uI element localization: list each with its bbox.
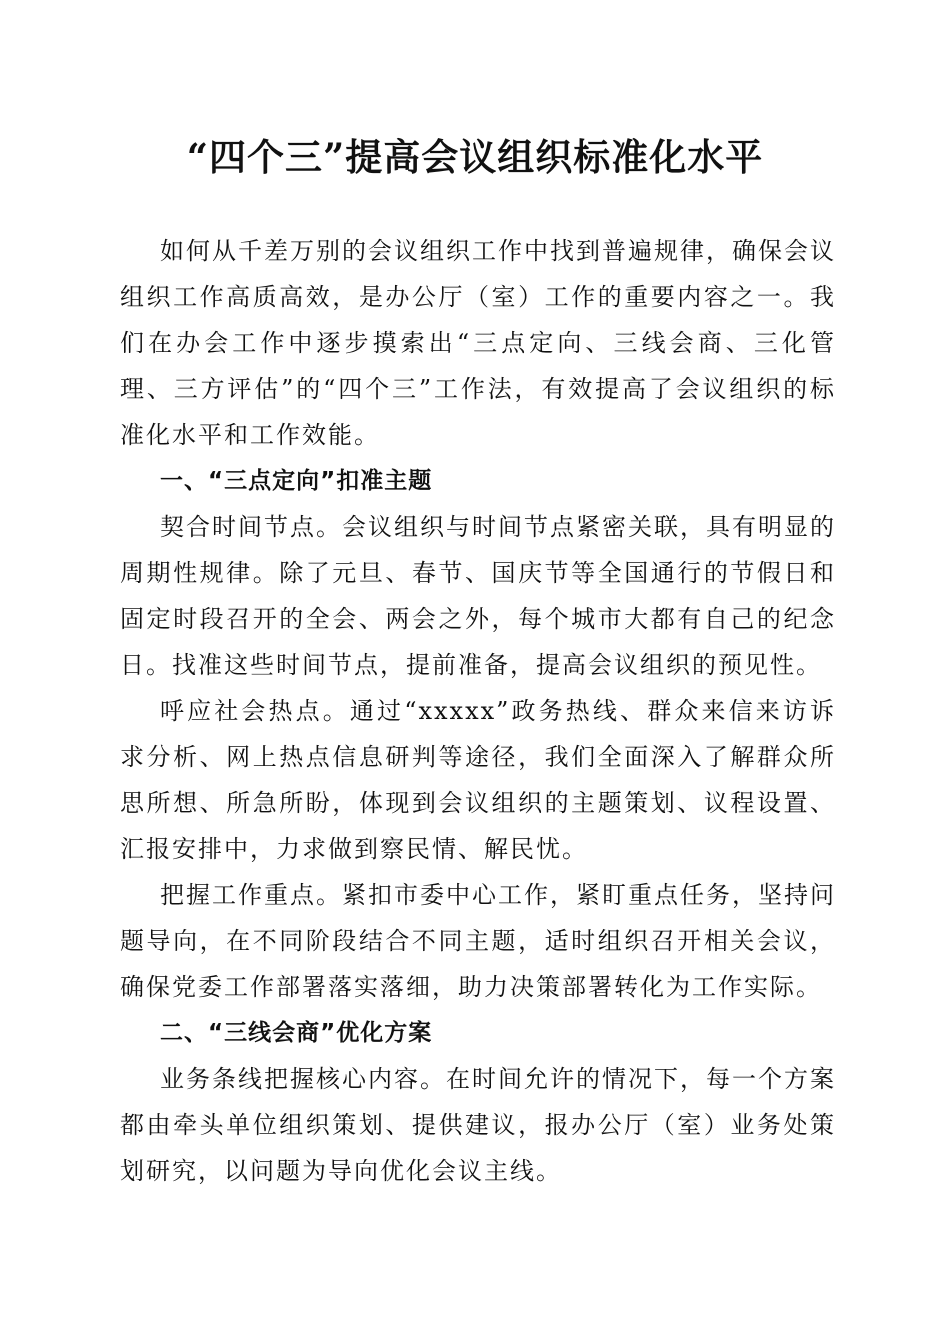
section-1-heading: 一、“三点定向”扣准主题	[160, 468, 433, 494]
section-1-paragraph-1: 契合时间节点。会议组织与时间节点紧密关联，具有明显的周期性规律。除了元旦、春节、国庆节等全国通行的节假日和固定时段召开的全会、两会之外，每个城市大都有自己的纪念日。找准这些时间节点，提前准备，提高会议组织的预见性。	[120, 513, 836, 679]
section-1-paragraph-2: 呼应社会热点。通过“xxxxx”政务热线、群众来信来访诉求分析、网上热点信息研判等途径，我们全面深入了解群众所思所想、所急所盼，体现到会议组织的主题策划、议程设置、汇报安排中，力求做到察民情、解民忧。	[120, 697, 836, 863]
section-1-paragraph-3: 把握工作重点。紧扣市委中心工作，紧盯重点任务，坚持问题导向，在不同阶段结合不同主题，适时组织召开相关会议，确保党委工作部署落实落细，助力决策部署转化为工作实际。	[120, 881, 836, 1001]
document-body	[120, 228, 836, 1194]
section-2-heading: 二、“三线会商”优化方案	[160, 1020, 433, 1046]
section-2-paragraph-1: 业务条线把握核心内容。在时间允许的情况下，每一个方案都由牵头单位组织策划、提供建议，报办公厅（室）业务处策划研究，以问题为导向优化会议主线。	[120, 1065, 836, 1185]
intro-paragraph: 如何从千差万别的会议组织工作中找到普遍规律，确保会议组织工作高质高效，是办公厅（室）工作的重要内容之一。我们在办会工作中逐步摸索出“三点定向、三线会商、三化管理、三方评估”的“四个三”工作法，有效提高了会议组织的标准化水平和工作效能。	[120, 237, 836, 449]
document-title: “四个三”提高会议组织标准化水平	[186, 135, 764, 179]
